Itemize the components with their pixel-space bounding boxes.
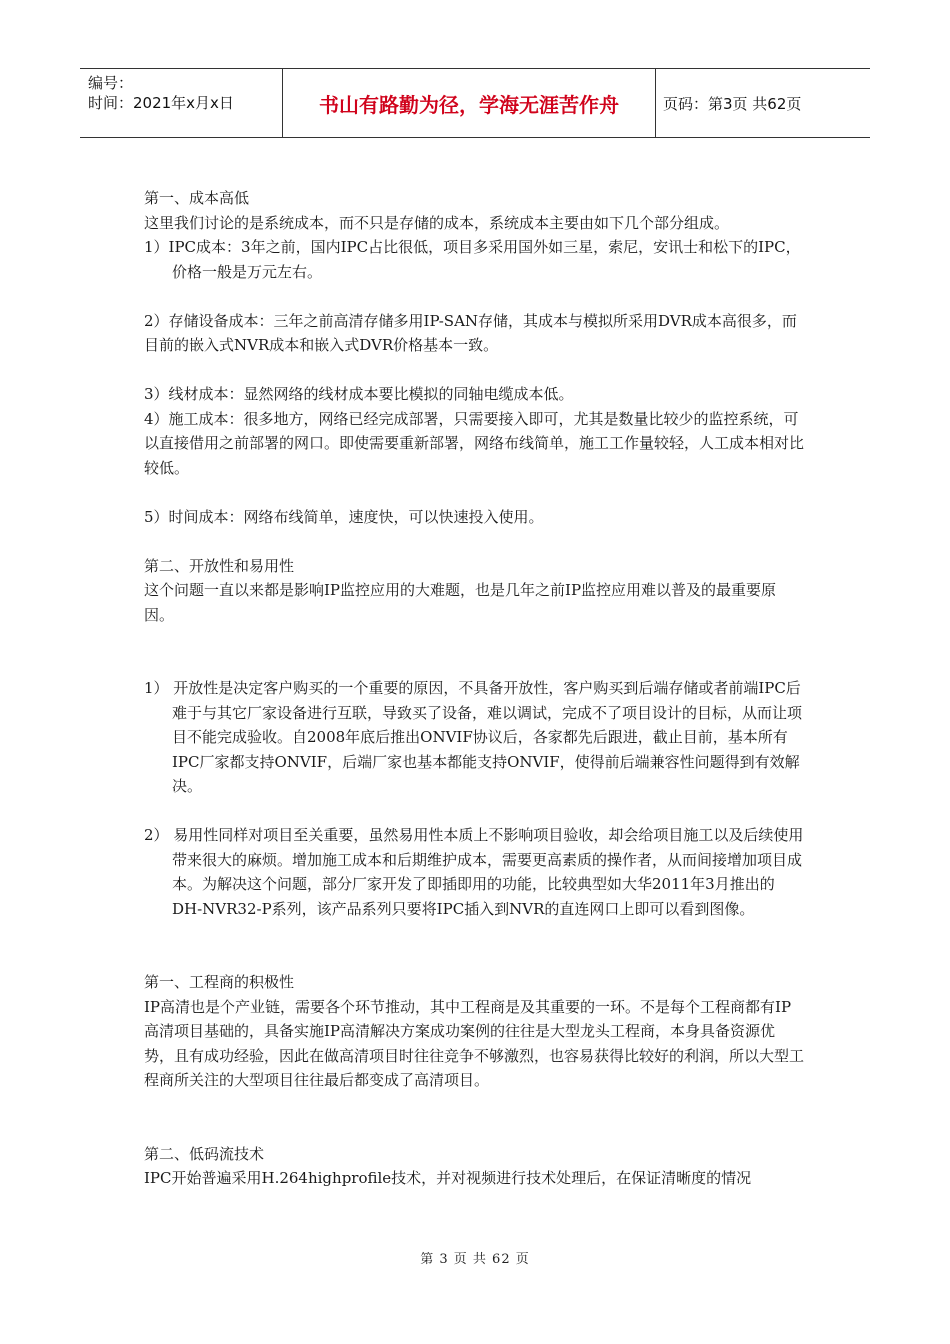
paragraph: IP高清也是个产业链，需要各个环节推动，其中工程商是及其重要的一环。不是每个工程商都有IP高清项目基础的，具备实施IP高清解决方案成功案例的往往是大型龙头工程商，本身具备资源优势，且有成功经验，因此在做高清项目时往往竞争不够激烈，也容易获得比较好的利润，所以大型工程商所关注的大型项目往往最后都变成了高清项目。 — [144, 997, 805, 1089]
section-title: 第一、成本高低 — [144, 189, 250, 207]
list-item: 1） 开放性是决定客户购买的一个重要的原因，不具备开放性，客户购买到后端存储或者前端IPC后难于与其它厂家设备进行互联，导致买了设备，难以调试，完成不了项目设计的目标，从而让项目不能完成验收。自2008年底后推出ONVIF协议后，各家都先后跟进，截止目前，基本所有IPC厂家都支持ONVIF，后端厂家也基本都能支持ONVIF，使得前后端兼容性问题得到有效解决。 — [144, 679, 803, 795]
header-divider — [282, 69, 283, 137]
paragraph: 这里我们讨论的是系统成本，而不只是存储的成本，系统成本主要由如下几个部分组成。 — [144, 213, 730, 232]
paragraph: 4）施工成本：很多地方，网络已经完成部署，只需要接入即可，尤其是数量比较少的监控系统，可以直接借用之前部署的网口。即使需要重新部署，网络布线简单，施工工作量较轻，人工成本相对比较低。 — [144, 409, 805, 477]
header-motto: 书山有路勤为径，学海无涯苦作舟 — [319, 92, 619, 117]
section-title: 第二、开放性和易用性 — [144, 556, 295, 575]
document-body — [144, 186, 804, 1191]
paragraph: 5）时间成本：网络布线简单，速度快，可以快速投入使用。 — [144, 507, 544, 526]
header-page-code: 页码：第3页 共62页 — [663, 94, 802, 113]
page-header — [80, 68, 870, 138]
paragraph: 2）存储设备成本：三年之前高清存储多用IP-SAN存储，其成本与模拟所采用DVR成本高很多，而目前的嵌入式NVR成本和嵌入式DVR价格基本一致。 — [144, 311, 797, 354]
header-divider — [655, 69, 656, 137]
doc-time-label: 时间：2021年x月x日 — [88, 94, 234, 112]
list-item: 1）IPC成本：3年之前，国内IPC占比很低，项目多采用国外如三星，索尼，安讯士和松下的IPC，价格一般是万元左右。 — [144, 238, 801, 281]
paragraph: 这个问题一直以来都是影响IP监控应用的大难题，也是几年之前IP监控应用难以普及的最重要原因。 — [144, 581, 777, 624]
section-title: 第二、低码流技术 — [144, 1144, 265, 1163]
paragraph: IPC开始普遍采用H.264highprofile技术，并对视频进行技术处理后，在保证清晰度的情况 — [144, 1169, 752, 1187]
doc-code-label: 编号： — [88, 74, 134, 92]
header-meta — [88, 73, 234, 113]
page-footer: 第 3 页 共 62 页 — [420, 1252, 530, 1267]
section-title: 第一、工程商的积极性 — [144, 973, 295, 991]
paragraph: 3）线材成本：显然网络的线材成本要比模拟的同轴电缆成本低。 — [144, 385, 574, 403]
list-item: 2） 易用性同样对项目至关重要，虽然易用性本质上不影响项目验收，却会给项目施工以及后续使用带来很大的麻烦。增加施工成本和后期维护成本，需要更高素质的操作者，从而间接增加项目成本。为解决这个问题，部分厂家开发了即插即用的功能，比较典型如大华2011年3月推出的DH-NVR32-P系列，该产品系列只要将IPC插入到NVR的直连网口上即可以看到图像。 — [144, 826, 804, 918]
